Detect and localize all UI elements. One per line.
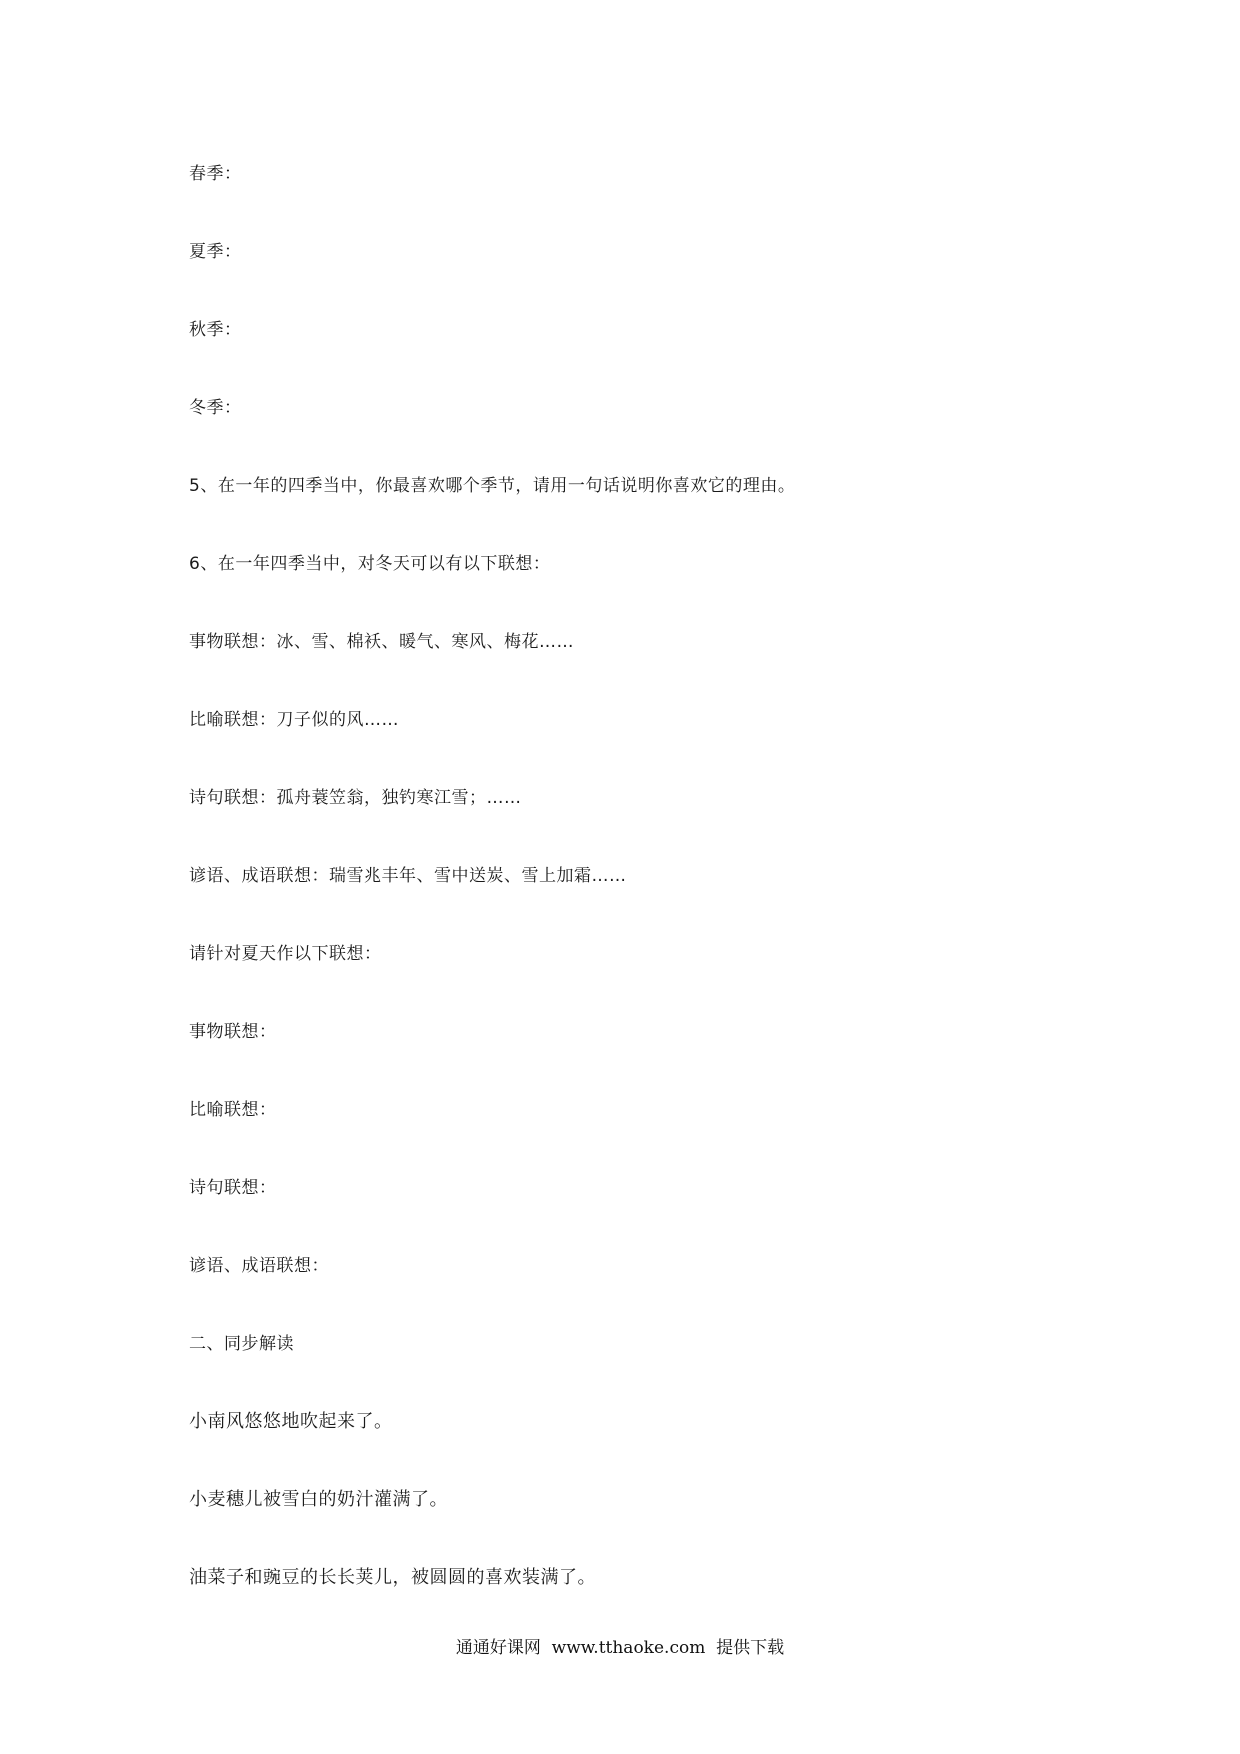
summer-idiom-association: 谚语、成语联想： [189,1256,329,1276]
spring-answer-line: 春季： [189,164,242,184]
footer [0,1637,1240,1659]
reading-line-3: 油菜子和豌豆的长长荚儿，被圆圆的喜欢装满了。 [189,1567,596,1588]
summer-answer-line: 夏季： [189,242,242,262]
autumn-answer-line: 秋季： [189,320,242,340]
question-6: 6、在一年四季当中，对冬天可以有以下联想： [189,554,551,574]
winter-poetry-association: 诗句联想：孤舟蓑笠翁，独钓寒江雪；…… [189,788,522,808]
winter-object-association: 事物联想：冰、雪、棉袄、暖气、寒风、梅花…… [189,632,574,652]
summer-prompt: 请针对夏天作以下联想： [189,944,382,964]
reading-line-1: 小南风悠悠地吹起来了。 [189,1411,393,1432]
footer-site-name: 通通好课网 [455,1638,541,1658]
question-5: 5、在一年的四季当中，你最喜欢哪个季节，请用一句话说明你喜欢它的理由。 [189,476,796,496]
summer-object-association: 事物联想： [189,1022,277,1042]
summer-metaphor-association: 比喻联想： [189,1100,277,1120]
summer-poetry-association: 诗句联想： [189,1178,277,1198]
footer-suffix: 提供下载 [716,1638,785,1658]
footer-url[interactable]: www.tthaoke.com [551,1638,706,1658]
winter-answer-line: 冬季： [189,398,242,418]
reading-line-2: 小麦穗儿被雪白的奶汁灌满了。 [189,1489,448,1510]
winter-idiom-association: 谚语、成语联想：瑞雪兆丰年、雪中送炭、雪上加霜…… [189,866,627,886]
winter-metaphor-association: 比喻联想：刀子似的风…… [189,710,399,730]
section-heading: 二、同步解读 [189,1334,294,1354]
